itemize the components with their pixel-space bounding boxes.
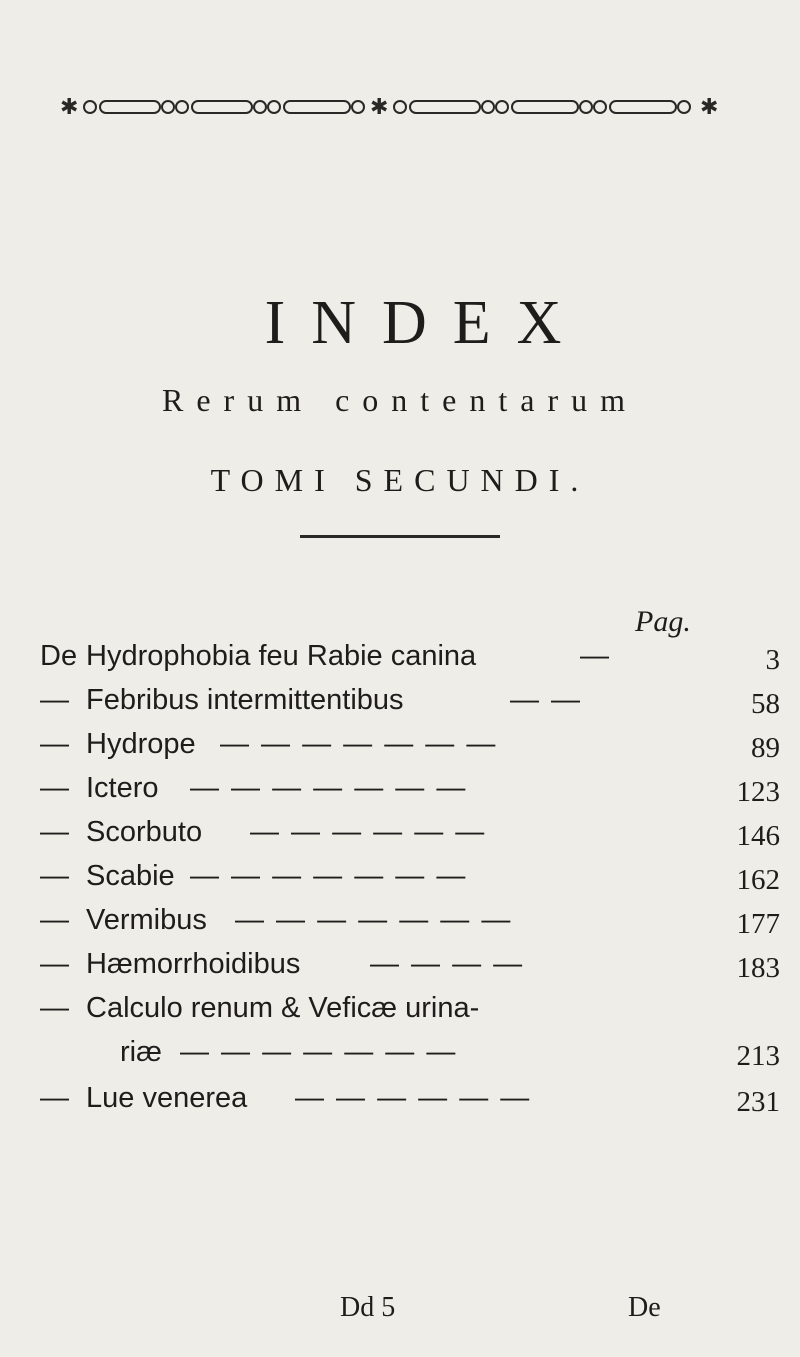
entry-label: Hæmorrhoidibus: [86, 948, 301, 980]
svg-text:✱: ✱: [700, 95, 719, 120]
entry-dashes: — — — — — — —: [190, 860, 468, 892]
entry-label: Hydrope: [86, 728, 196, 760]
entry-label: Hydrophobia feu Rabie canina: [86, 640, 477, 672]
entry-lead: —: [40, 1082, 69, 1114]
entry-page: 89: [751, 732, 780, 764]
entry-label: Ictero: [86, 772, 159, 804]
entry-page: 213: [736, 1040, 780, 1072]
entry-dashes: — — — — — — —: [180, 1036, 458, 1068]
index-entry: [40, 816, 780, 860]
entry-label: Lue venerea: [86, 1082, 248, 1114]
page-title: INDEX: [264, 289, 588, 357]
entry-dashes: —: [580, 640, 611, 672]
entry-label: Vermibus: [86, 904, 207, 936]
entry-label-continued: riæ: [120, 1036, 162, 1068]
index-entry: [40, 772, 780, 816]
svg-text:✱: ✱: [60, 95, 79, 120]
entry-dashes: — — — — — —: [295, 1082, 532, 1114]
index-entry: [40, 640, 780, 684]
entry-label: Calculo renum & Veficæ urina-: [86, 992, 480, 1024]
entry-lead: De: [40, 640, 78, 672]
index-entry: [40, 684, 780, 728]
entry-page: 177: [736, 908, 780, 940]
entry-page: 162: [736, 864, 780, 896]
svg-text:✱: ✱: [370, 95, 389, 120]
entry-label: Scabie: [86, 860, 175, 892]
entry-page: 123: [736, 776, 780, 808]
volume-label: TOMI SECUNDI.: [210, 462, 590, 498]
entry-page: 146: [736, 820, 780, 852]
entry-lead: —: [40, 948, 69, 980]
entry-page: 183: [736, 952, 780, 984]
entry-label: Febribus intermittentibus: [86, 684, 404, 716]
entry-lead: —: [40, 684, 69, 716]
entry-label: Scorbuto: [86, 816, 203, 848]
entry-lead: —: [40, 860, 69, 892]
index-entry: [40, 992, 780, 1082]
entry-page: 58: [751, 688, 780, 720]
page-column-heading: Pag.: [635, 605, 691, 638]
entry-page: 3: [765, 644, 780, 676]
entry-lead: —: [40, 904, 69, 936]
index-entry: [40, 728, 780, 772]
divider-rule: [300, 535, 500, 538]
index-entry: [40, 1082, 780, 1126]
entry-lead: —: [40, 992, 69, 1024]
catchword: De: [628, 1292, 661, 1323]
entry-dashes: — — — — — — —: [220, 728, 498, 760]
entry-dashes: — —: [510, 684, 583, 716]
entry-dashes: — — — — — — —: [190, 772, 468, 804]
entry-page: 231: [736, 1086, 780, 1118]
signature-mark: Dd 5: [340, 1292, 396, 1323]
index-entry: [40, 860, 780, 904]
entry-dashes: — — — — — — —: [235, 904, 513, 936]
header-ornament: [60, 92, 740, 122]
entry-lead: —: [40, 772, 69, 804]
entry-dashes: — — — — — —: [250, 816, 487, 848]
index-entry: [40, 948, 780, 992]
entry-lead: —: [40, 728, 69, 760]
index-entry: [40, 904, 780, 948]
page-subtitle: Rerum contentarum: [161, 382, 639, 418]
index-entries: [40, 640, 780, 1126]
entry-dashes: — — — —: [370, 948, 525, 980]
entry-lead: —: [40, 816, 69, 848]
